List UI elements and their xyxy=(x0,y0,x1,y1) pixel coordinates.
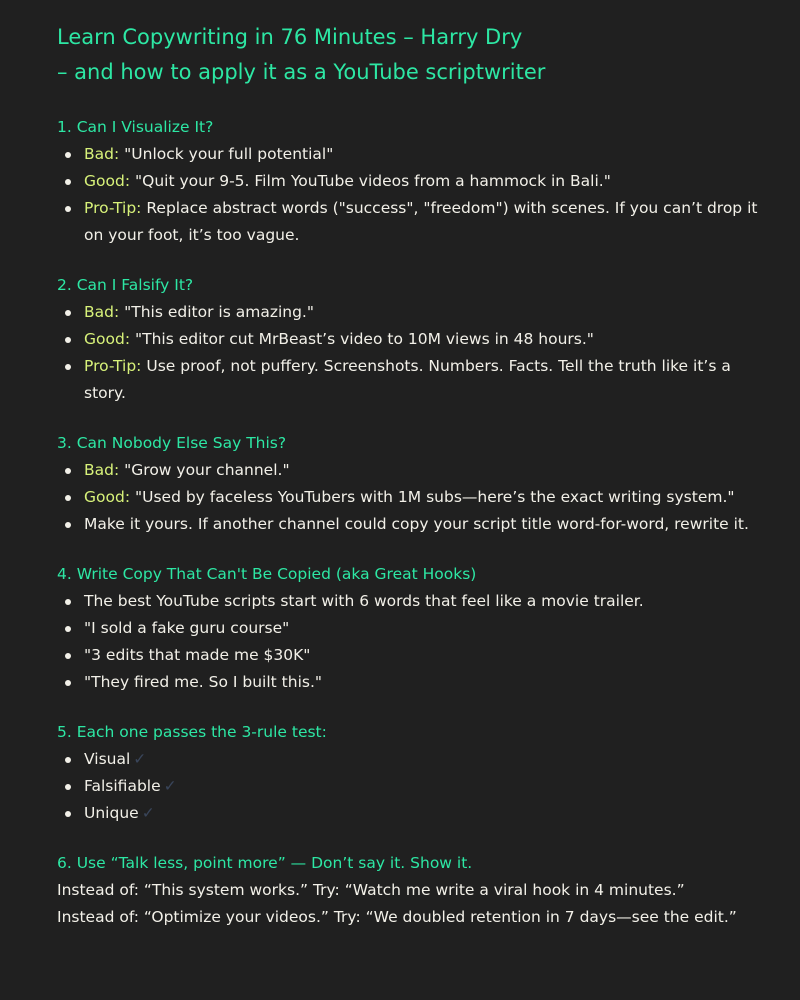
title-line-2: – and how to apply it as a YouTube scriptwriter xyxy=(57,60,546,84)
section-heading: 1. Can I Visualize It? xyxy=(57,118,214,136)
list-item xyxy=(57,353,760,407)
item-text: Visual xyxy=(84,750,131,768)
item-label: Bad: xyxy=(84,461,120,479)
list-item xyxy=(57,168,760,195)
item-label: Pro-Tip: xyxy=(84,357,142,375)
title-line-1: Learn Copywriting in 76 Minutes – Harry Dry xyxy=(57,25,523,49)
item-text: Replace abstract words ("success", "freedom") with scenes. If you can’t drop it on your foot, it’s too vague. xyxy=(84,199,758,244)
check-icon: ✓ xyxy=(163,777,177,795)
bullet-list xyxy=(57,141,760,249)
section-hooks xyxy=(57,561,760,696)
list-item xyxy=(57,484,760,511)
list-item xyxy=(57,326,760,353)
list-item xyxy=(57,800,760,827)
list-item xyxy=(57,746,760,773)
list-item xyxy=(57,141,760,168)
item-label: Pro-Tip: xyxy=(84,199,142,217)
bullet-list xyxy=(57,746,760,827)
bullet-list xyxy=(57,457,760,538)
list-item xyxy=(57,773,760,800)
item-text: Use proof, not puffery. Screenshots. Numbers. Facts. Tell the truth like it’s a story. xyxy=(84,357,731,402)
item-label: Good: xyxy=(84,172,131,190)
item-text: "This editor is amazing." xyxy=(124,303,314,321)
list-item xyxy=(57,511,760,538)
section-show-it xyxy=(57,850,760,931)
list-item xyxy=(57,615,760,642)
check-icon: ✓ xyxy=(133,750,147,768)
item-text: "3 edits that made me $30K" xyxy=(84,646,311,664)
bullet-list xyxy=(57,299,760,407)
example-line: Instead of: “This system works.” Try: “Watch me write a viral hook in 4 minutes.” xyxy=(57,881,685,899)
item-label: Bad: xyxy=(84,303,120,321)
item-text: "They fired me. So I built this." xyxy=(84,673,323,691)
item-text: "Grow your channel." xyxy=(124,461,290,479)
section-heading: 5. Each one passes the 3-rule test: xyxy=(57,723,327,741)
item-text: "Quit your 9-5. Film YouTube videos from a hammock in Bali." xyxy=(134,172,611,190)
section-rule-test xyxy=(57,719,760,827)
section-heading: 4. Write Copy That Can't Be Copied (aka Great Hooks) xyxy=(57,565,477,583)
document-title xyxy=(57,20,760,90)
bullet-list xyxy=(57,588,760,696)
section-heading: 3. Can Nobody Else Say This? xyxy=(57,434,287,452)
item-label: Good: xyxy=(84,330,131,348)
item-text: The best YouTube scripts start with 6 words that feel like a movie trailer. xyxy=(84,592,644,610)
section-falsify xyxy=(57,272,760,407)
section-unique xyxy=(57,430,760,538)
list-item xyxy=(57,588,760,615)
item-text: "I sold a fake guru course" xyxy=(84,619,290,637)
list-item xyxy=(57,457,760,484)
list-item xyxy=(57,642,760,669)
item-text: Make it yours. If another channel could copy your script title word-for-word, rewrite it. xyxy=(84,515,749,533)
section-visualize xyxy=(57,114,760,249)
list-item xyxy=(57,195,760,249)
item-text: "This editor cut MrBeast’s video to 10M views in 48 hours." xyxy=(134,330,594,348)
check-icon: ✓ xyxy=(141,804,155,822)
example-line: Instead of: “Optimize your videos.” Try: “We doubled retention in 7 days—see the edit.” xyxy=(57,908,737,926)
item-text: "Unlock your full potential" xyxy=(124,145,334,163)
list-item xyxy=(57,669,760,696)
item-text: "Used by faceless YouTubers with 1M subs—here’s the exact writing system." xyxy=(134,488,735,506)
item-label: Good: xyxy=(84,488,131,506)
item-text: Unique xyxy=(84,804,139,822)
section-heading: 2. Can I Falsify It? xyxy=(57,276,194,294)
item-text: Falsifiable xyxy=(84,777,161,795)
section-heading: 6. Use “Talk less, point more” — Don’t say it. Show it. xyxy=(57,854,473,872)
item-label: Bad: xyxy=(84,145,120,163)
list-item xyxy=(57,299,760,326)
